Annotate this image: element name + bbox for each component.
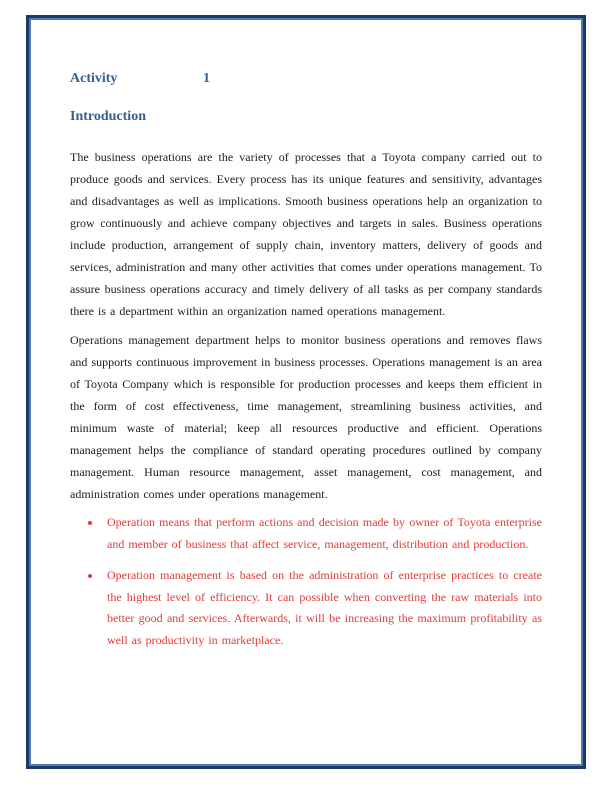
page-content: [31, 20, 581, 651]
paragraph-business-operations: The business operations are the variety of processes that a Toyota company carried out to produce goods and services. Every process has its unique features and sensitivity, advantages and disadvantages as well as implications. Smooth business operations help an organization to grow continuously and achieve company objectives and targets in sales. Business operations include production, arrangement of supply chain, inventory matters, delivery of goods and services, administration and many other activities that comes under operations management. To assure business operations accuracy and timely delivery of all tasks as per company standards there is a department within an organization named operations management.: [70, 150, 542, 318]
bullet-item-operation-definition: • Operation means that perform actions and decision made by owner of Toyota enterprise and member of business that affect service, management, distribution and production.: [102, 512, 542, 555]
page-border-frame: [26, 15, 586, 769]
activity-heading: [70, 70, 542, 88]
bullet-item-operation-management: • Operation management is based on the administration of enterprise practices to create the highest level of efficiency. It can possible when converting the raw materials into better good and services. Afterwards, it will be increasing the maximum profitability as well as productivity in marketplace.: [102, 565, 542, 651]
activity-heading-label: Activity: [70, 71, 118, 86]
bullet-list: [70, 512, 542, 651]
page-border-inner: [29, 18, 583, 766]
paragraph-operations-management: Operations management department helps to monitor business operations and removes flaws and supports continuous improvement in business processes. Operations management is an area of Toyota Company which is responsible for production processes and keeps them efficient in the form of cost effectiveness, time management, streamlining business activities, and minimum waste of material; keep all resources productive and efficient. Operations management helps the compliance of standard operating procedures outlined by company management. Human resource management, asset management, cost management, and administration comes under operations management.: [70, 333, 542, 501]
introduction-heading: Introduction: [70, 109, 146, 124]
activity-heading-number: 1: [203, 71, 210, 86]
